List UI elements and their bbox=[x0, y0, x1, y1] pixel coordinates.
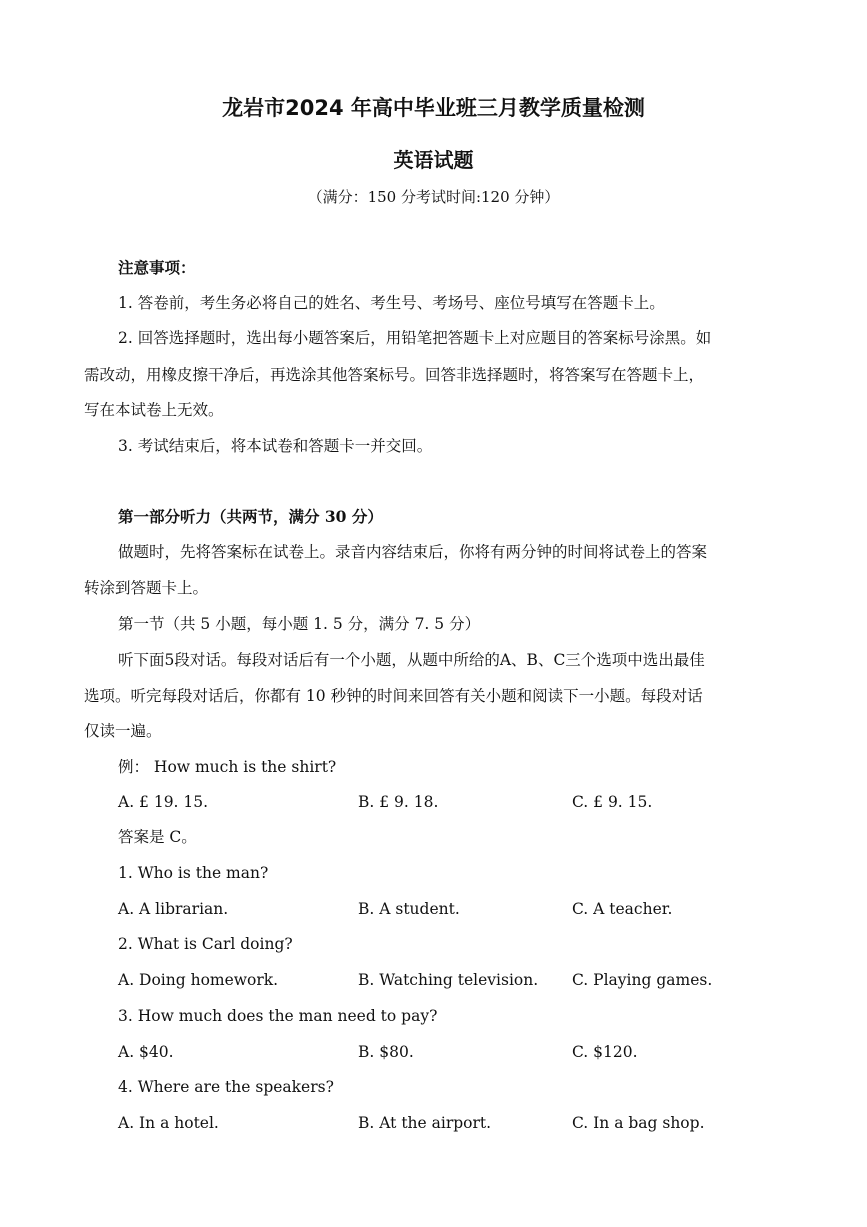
question-4-option-b: B. At the airport. bbox=[358, 1114, 492, 1132]
question-4-option-a: A. In a hotel. bbox=[118, 1114, 219, 1132]
notes-item-1: 1. 答卷前，考生务必将自己的姓名、考生号、考场号、座位号填写在答题卡上。 bbox=[118, 294, 665, 312]
notes-heading: 注意事项： bbox=[118, 258, 196, 277]
example-option-b: B. £ 9. 18. bbox=[358, 793, 439, 811]
notes-item-2-line-1: 2. 回答选择题时，选出每小题答案后，用铅笔把答题卡上对应题目的答案标号涂黑。如 bbox=[118, 329, 712, 347]
section1-title: 第一节（共 5 小题，每小题 1. 5 分，满分 7. 5 分） bbox=[118, 615, 481, 633]
notes-item-2-line-3: 写在本试卷上无效。 bbox=[84, 401, 224, 419]
section1-instruction-line-2: 选项。听完每段对话后，你都有 10 秒钟的时间来回答有关小题和阅读下一小题。每段对话 bbox=[84, 687, 703, 705]
question-2-option-c: C. Playing games. bbox=[572, 971, 713, 989]
section1-instruction-line-1: 听下面5段对话。每段对话后有一个小题，从题中所给的A、B、C三个选项中选出最佳 bbox=[118, 651, 705, 669]
question-1-option-c: C. A teacher. bbox=[572, 900, 673, 918]
question-1-option-a: A. A librarian. bbox=[118, 900, 229, 918]
part1-intro-line-2: 转涂到答题卡上。 bbox=[84, 579, 209, 597]
example-option-c: C. £ 9. 15. bbox=[572, 793, 653, 811]
question-3-option-a: A. $40. bbox=[118, 1043, 174, 1061]
question-1: 1. Who is the man? bbox=[118, 864, 269, 882]
exam-subtitle: 英语试题 bbox=[393, 148, 474, 172]
question-4-option-c: C. In a bag shop. bbox=[572, 1114, 705, 1132]
question-3-option-b: B. $80. bbox=[358, 1043, 414, 1061]
part1-intro-line-1: 做题时，先将答案标在试卷上。录音内容结束后，你将有两分钟的时间将试卷上的答案 bbox=[118, 543, 708, 561]
example-question: 例： How much is the shirt? bbox=[118, 758, 337, 776]
question-2-option-b: B. Watching television. bbox=[358, 971, 539, 989]
notes-item-2-line-2: 需改动，用橡皮擦干净后，再选涂其他答案标号。回答非选择题时，将答案写在答题卡上， bbox=[84, 366, 705, 384]
section1-instruction-line-3: 仅读一遍。 bbox=[84, 722, 162, 740]
example-option-a: A. £ 19. 15. bbox=[118, 793, 209, 811]
part1-heading: 第一部分听力（共两节，满分 30 分） bbox=[118, 507, 383, 526]
question-2-option-a: A. Doing homework. bbox=[118, 971, 279, 989]
score-note: （满分：150 分考试时间:120 分钟） bbox=[307, 188, 560, 206]
question-1-option-b: B. A student. bbox=[358, 900, 460, 918]
question-4: 4. Where are the speakers? bbox=[118, 1078, 334, 1096]
example-answer: 答案是 C。 bbox=[118, 828, 197, 846]
notes-item-3: 3. 考试结束后，将本试卷和答题卡一并交回。 bbox=[118, 437, 433, 455]
question-2: 2. What is Carl doing? bbox=[118, 935, 293, 953]
exam-title: 龙岩市2024 年高中毕业班三月教学质量检测 bbox=[222, 96, 645, 120]
question-3-option-c: C. $120. bbox=[572, 1043, 638, 1061]
question-3: 3. How much does the man need to pay? bbox=[118, 1007, 438, 1025]
